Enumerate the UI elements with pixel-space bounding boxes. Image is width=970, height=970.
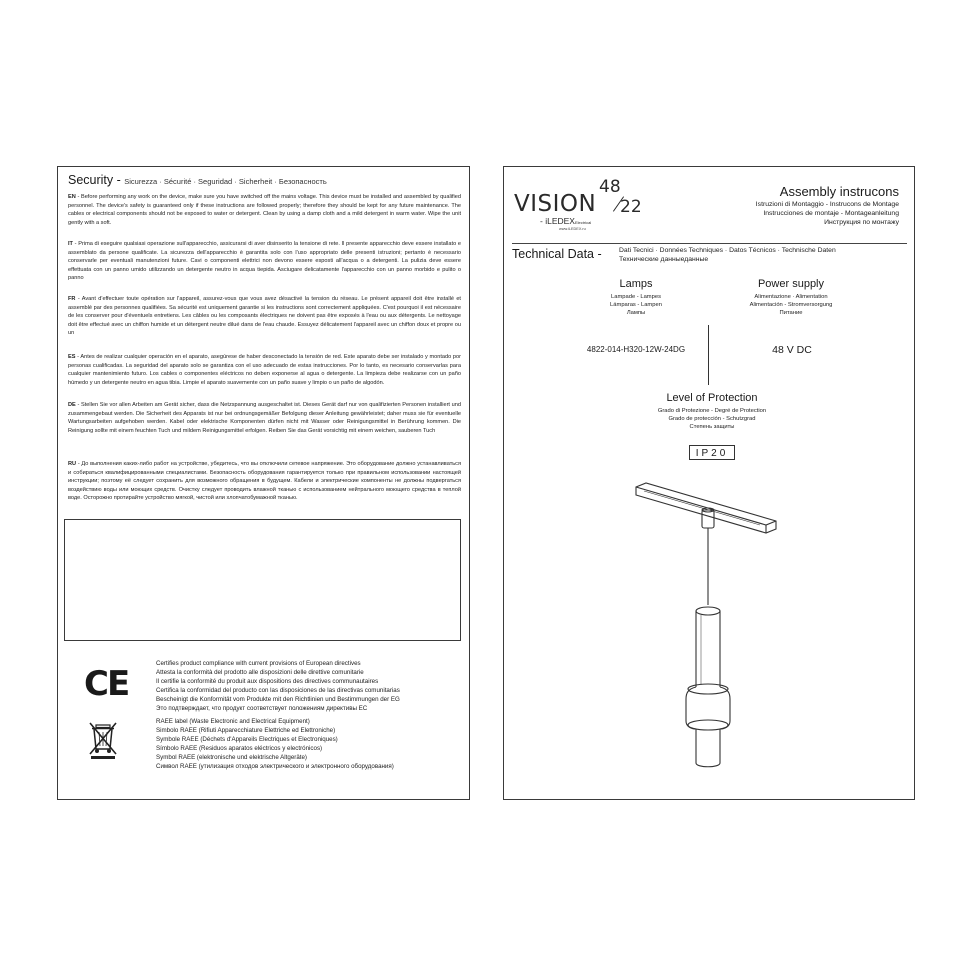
ce-line: Il certifie la conformité du produit aux dispositions des directives communautaires — [156, 677, 379, 685]
raee-line: Simbolo RAEE (Rifiuti Apparecchiature Elettriche ed Elettroniche) — [156, 726, 336, 734]
protection-subtitles — [622, 407, 802, 431]
technical-sub-line: Технические данныеданные — [619, 256, 709, 263]
power-sub-line: Питание — [779, 310, 803, 316]
paragraph-text: - Before performing any work on the device, make sure you have switched off the mains voltage. This device must be installed and assembled by qualified personnel. The device's safety is guaranteed only if these instructions are followed properly; therefore they should be kept for any future maintenance. The cables or electrical components should not be exposed to water or detergent. Clean by using a damp cloth and a mild detergent in warm water. Wipe the unit gently with a soft. — [68, 194, 461, 226]
ce-line: Certifies product compliance with current provisions of European directives — [156, 660, 361, 667]
logo-brand-name: iLEDEX — [545, 216, 575, 226]
paragraph-code: RU — [68, 461, 77, 467]
ce-mark-icon: CE — [84, 664, 129, 704]
lamps-sub-line: Lampade - Lampes — [611, 294, 661, 300]
column-divider — [708, 325, 709, 385]
ce-line: Certifica la conformidad del producto con las disposiciones de las directivas comunitarias — [156, 686, 400, 694]
power-sub-line: Alimentazione · Alimentation — [754, 294, 828, 300]
technical-sub-line: Dati Tecnici · Données Techniques · Datos Técnicos · Technische Daten — [619, 247, 836, 254]
paragraph-code: DE — [68, 402, 76, 408]
lamps-title: Lamps — [619, 278, 653, 290]
paragraph-it — [68, 240, 461, 283]
security-page — [57, 166, 470, 800]
ce-line: Attesta la conformità del prodotto alle disposizioni delle direttive comunitarie — [156, 668, 364, 676]
raee-line: Symbole RAEE (Déchets d'Appareils Electriques et Electroniques) — [156, 735, 338, 743]
power-supply-value: 48 V DC — [772, 344, 812, 356]
paragraph-en — [68, 193, 461, 227]
lamps-sub-line: Лампы — [626, 310, 646, 316]
logo-brand-small: Electrical — [574, 220, 592, 225]
ce-text-block — [156, 660, 400, 713]
assembly-title: Assembly instrucons — [779, 184, 899, 199]
logo-brand — [540, 216, 591, 226]
crossed-bin-icon — [88, 721, 118, 759]
protection-sub-line: Grado di Protezione - Degré de Protection — [657, 408, 767, 414]
protection-sub-line: Grado de protección - Schutzgrad — [668, 416, 756, 422]
paragraph-code: ES — [68, 354, 76, 360]
notes-box — [64, 519, 461, 641]
paragraph-de — [68, 401, 461, 435]
security-heading — [68, 173, 327, 187]
ce-line: Bescheinigt die Konformität vom Produkte mit den Richtlinien und Bestimmungen der EG — [156, 695, 400, 703]
logo-number-top: 48 — [599, 177, 621, 197]
paragraph-text: - Stellen Sie vor allen Arbeiten am Gerät sicher, dass die Netzspannung ausgeschaltet ist. Dieses Gerät darf nur von qualifizierten Personen installiert und zusammengebaut werden. Die Sicherheit des Apparats ist nur bei ordnungsgemäßer Befolgung dieser Anleitung gewährleistet; daher muss sie für eventuelle Wartungsarbeiten aufgehoben werden. Kabel oder elektrische Komponenten dürfen nicht mit Wasser oder Reinigungsmittel in Berührung kommen. Die Reinigung sollte mit einem feuchten Tuch und mildem Reinigungsmittel erfolgen. Reiben Sie das Gerät vorsichtig mit einem weichen, sauberen Tuch — [68, 402, 461, 434]
security-subtitle: Sicurezza · Sécurité · Seguridad · Sicherheit · Безопасность — [124, 177, 327, 186]
logo-website: www.iLEDEX.ru — [559, 227, 586, 231]
logo-number-bottom: 22 — [620, 197, 642, 217]
logo-wordmark: VISION — [514, 191, 597, 217]
paragraph-text: - Antes de realizar cualquier operación en el aparato, asegúrese de haber desconectado la tensión de red. Este aparato debe ser instalado y montado por personas cualificadas. La seguridad del aparato solo se garantiza con el uso adecuado de estas instrucciones. Por lo tanto, es necesario conservarlas para cualquier mantenimiento futuro. Los cables o componentes eléctricos no deben exponerse al agua o detergente. La limpieza debe realizarse con un paño húmedo y un detergente neutro en agua tibia. Limpie el aparato suavemente con un paño suave y limpio o un paño de algodón. — [68, 354, 461, 386]
lamps-value: 4822-014-H320-12W-24DG — [586, 345, 686, 354]
security-title: Security — [68, 173, 114, 187]
ip-rating-badge: IP20 — [689, 445, 735, 460]
raee-line: RAEE label (Waste Electronic and Electrical Equipment) — [156, 718, 310, 725]
paragraph-fr — [68, 295, 461, 338]
raee-text-block — [156, 718, 394, 771]
paragraph-es — [68, 353, 461, 387]
technical-separator: - — [594, 247, 602, 261]
security-separator: - — [113, 173, 125, 187]
ce-line: Это подтверждает, что продукт соответствует положениям директивы ЕС — [156, 704, 368, 712]
power-supply-subtitles — [726, 293, 856, 317]
lamps-subtitles — [576, 293, 696, 317]
technical-heading — [512, 247, 602, 261]
raee-line: Símbolo RAEE (Residuos aparatos eléctricos y electrónicos) — [156, 744, 323, 752]
pendant-lamp-illustration — [624, 477, 784, 777]
logo-brand-prefix: - — [540, 216, 546, 226]
paragraph-code: EN — [68, 194, 76, 200]
technical-subtitles — [619, 246, 836, 264]
assembly-line: Instrucciones de montaje - Montageanleitung — [763, 209, 899, 217]
assembly-line: Инструкция по монтажу — [824, 218, 899, 226]
raee-line: Symbol RAEE (elektronische und elektrische Altgeräte) — [156, 753, 307, 761]
protection-sub-line: Степень защиты — [689, 424, 735, 430]
paragraph-code: FR — [68, 296, 76, 302]
technical-divider — [512, 243, 907, 244]
power-supply-title: Power supply — [757, 278, 825, 290]
lamps-sub-line: Lámparas - Lampen — [610, 302, 662, 308]
paragraph-text: - Avant d'effectuer toute opération sur l'appareil, assurez-vous que vous avez désactivé la tension du réseau. Le présent appareil doit être installé et assemblé par des personnes qualifiées. Sa sécurité est uniquement garantie si les instructions sont correctement appliquées. C'est pourquoi il est nécessaire de les conserver pour d'éventuels entretiens. Les câbles ou les composants électriques ne doivent pas être exposés à l'eau ou aux détergents. Le nettoyage doit être effectué avec un chiffon humide et un détergent neutre dilué dans de l'eau chaude. Essuyez délicatement l'appareil avec un chiffon doux et propre ou un — [68, 296, 461, 337]
paragraph-text: - До выполнения каких-либо работ на устройстве, убедитесь, что вы отключили сетевое напряжение. Это оборудование должно устанавливаться и собираться квалифицированными специалистами. Безопасность оборудования гарантируется только при правильном использовании настоящей инструкции; поэтому её следует сохранить для возможного обращения в будущем. Кабели и электрические компоненты не должны подвергаться воздействию воды или моющих средств. Очистку следует проводить влажной тканью с использованием нейтрального моющего средства в теплой воде. Осторожно протирайте устройство мягкой, чистой или хлопчатобумажной тканью. — [68, 461, 461, 502]
technical-title: Technical Data — [512, 247, 594, 261]
power-sub-line: Alimentación - Stromversorgung — [749, 302, 833, 308]
paragraph-code: IT — [68, 241, 73, 247]
paragraph-text: - Prima di eseguire qualsiasi operazione sull'apparecchio, assicurarsi di aver disinserito la tensione di rete. Il presente apparecchio deve essere installato e assemblato da persone qualificate. La sicurezza dell'apparecchio è garantita solo con l'uso appropriato delle presenti istruzioni; pertanto è necessario conservarle per eventuali manutenzioni future. Cavi o componenti elettrici non devono essere esposti all'acqua o a detergenti. La pulizia deve essere effettuata con un panno umido utilizzando un detergente neutro in acqua tiepida. Asciugare delicatamente l'apparecchio con un panno morbido e pulito o panno — [68, 241, 461, 282]
assembly-line: Istruzioni di Montaggio - Instrucons de Montage — [755, 201, 899, 208]
raee-line: Символ RAEE (утилизация отходов электрического и электронного оборудования) — [156, 762, 394, 770]
assembly-subtitles — [756, 201, 899, 227]
protection-title: Level of Protection — [666, 392, 758, 404]
technical-page — [503, 166, 915, 800]
brand-logo — [512, 177, 662, 231]
paragraph-ru — [68, 460, 461, 503]
